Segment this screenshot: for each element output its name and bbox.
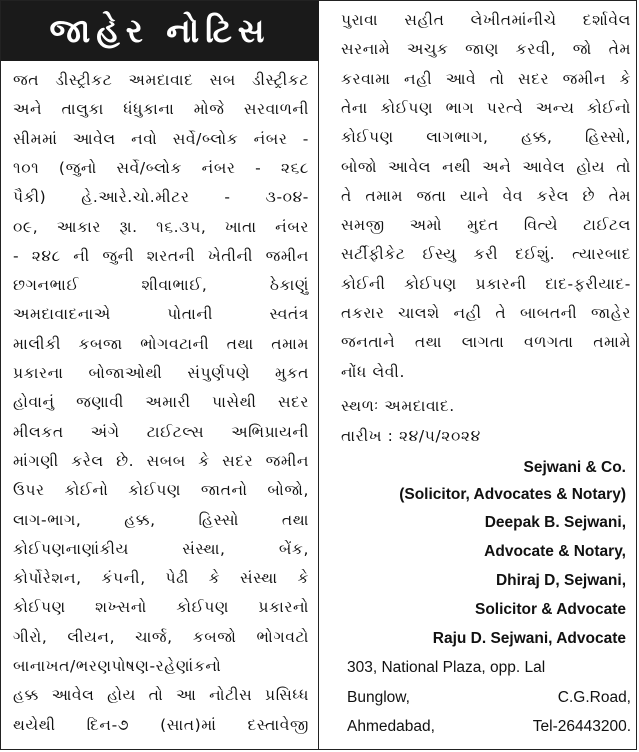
body-line: સરનામે અચુક જાણ કરવી, જો તેમ: [341, 40, 631, 59]
body-line: કોઈની કોઈપણ પ્રકારની દાદ-ફરીયાદ-: [341, 274, 631, 293]
body-line: અમદાવાદનાએ પોતાની સ્વતંત્ર: [13, 305, 309, 324]
address-line-3: [347, 716, 631, 738]
body-line: તેના કોઈપણ ભાગ પરત્વે અન્ય કોઈનો: [341, 98, 631, 117]
body-line: ગીરો, લીયન, ચાર્જ, કબજો ભોગવટો: [13, 627, 309, 646]
body-line: બોજો આવેલ નથી અને આવેલ હોય તો: [341, 157, 631, 176]
address-line-2: [347, 687, 631, 709]
body-line: કોઈપણનાણાંકીય સંસ્થા, બેંક,: [13, 539, 309, 558]
left-column: [1, 1, 319, 749]
address-road: C.G.Road,: [557, 689, 631, 706]
signatory-3: Raju D. Sejwani, Advocate: [432, 630, 626, 647]
body-line: બાનાખત/ભરણપોષણ-રહેણાંકનો: [13, 657, 222, 675]
body-line: ૧૦૧ (જુનો સર્વે/બ્લોક નંબર - ૨૬૮: [13, 158, 309, 177]
body-line: સમજી અમો મુદત વિત્યે ટાઈટલ: [341, 216, 631, 235]
body-line: હોવાનું જણાવી અમારી પાસેથી સદર: [13, 393, 309, 412]
body-line: પુરાવા સહીત લેખીતમાંનીચે દર્શાવેલ: [341, 11, 631, 29]
body-line: થયેથી દિન-૭ (સાત)માં દસ્તાવેજી: [13, 715, 309, 734]
body-line: મીલકત અંગે ટાઈટલ્સ અભિપ્રાયની: [13, 422, 309, 441]
body-line: કરવામા નહી આવે તો સદર જમીન કે: [341, 69, 631, 88]
body-line: લાગ-ભાગ, હક્ક, હિસ્સો તથા: [13, 510, 309, 529]
signatory-2-title: Solicitor & Advocate: [474, 601, 626, 618]
body-line: હક્ક આવેલ હોય તો આ નોટીસ પ્રસિધ્ધ: [13, 686, 309, 705]
right-column: [319, 1, 636, 749]
signatory-1-title: Advocate & Notary,: [484, 543, 626, 560]
address-phone: Tel-26443200.: [532, 718, 631, 735]
body-line: જત ડીસ્ટ્રીકટ અમદાવાદ સબ ડીસ્ટ્રીકટ: [13, 71, 309, 89]
body-line: માંગણી કરેલ છે. સબબ કે સદર જમીન: [13, 451, 309, 470]
date-line: તારીખ : ૨૪/૫/૨૦૨૪: [341, 427, 481, 445]
body-line: છગનભાઈ શીવાભાઈ, ઠેકાણું: [13, 276, 309, 295]
body-line: ૦૯, આકાર રૂા. ૧૬.૩૫, ખાતા નંબર: [13, 217, 309, 236]
body-line: સર્ટીફીકેટ ઈસ્યુ કરી દઈશું. ત્યારબાદ: [341, 245, 631, 264]
body-line: કોઈપણ શખ્સનો કોઈપણ પ્રકારનો: [13, 598, 309, 617]
signatory-1-name: Deepak B. Sejwani,: [484, 514, 626, 531]
body-line: જનતાને તથા લાગતા વળગતા તમામે: [341, 333, 631, 352]
body-line: - ૨૪૮ ની જુની શરતની ખેતીની જમીન: [13, 246, 309, 265]
address-line-1: 303, National Plaza, opp. Lal: [347, 659, 546, 676]
address-area: Bunglow,: [347, 689, 410, 706]
body-line: સીમમાં આવેલ નવો સર્વે/બ્લોક નંબર -: [13, 129, 309, 148]
body-line: પૈકી) હે.આરે.ચો.મીટર - ૩-૦૪-: [13, 188, 309, 207]
address-city: Ahmedabad,: [347, 718, 435, 735]
body-line: અને તાલુકા ધંધુકાના મોજે સરવાળની: [13, 100, 309, 119]
body-line: માલીકી કબજા ભોગવટાની તથા તમામ: [13, 334, 309, 353]
body-line: તકરાર ચાલશે નહી તે બાબતની જાહેર: [341, 304, 631, 322]
body-line: નોંધ લેવી.: [341, 362, 405, 381]
body-line: કોઈપણ લાગભાગ, હક્ક, હિસ્સો,: [341, 128, 631, 147]
firm-subtitle: (Solicitor, Advocates & Notary): [399, 486, 626, 503]
body-line: પ્રકારના બોજાઓથી સંપુર્ણપણે મુકત: [13, 364, 309, 382]
firm-name: Sejwani & Co.: [523, 459, 626, 476]
body-line: તે તમામ જતા યાને વેવ કરેલ છે તેમ: [341, 186, 631, 205]
notice-title: જાહેર નોટિસ: [1, 1, 319, 61]
body-line: ઉપર કોઈનો કોઈપણ જાતનો બોજો,: [13, 481, 309, 500]
signatory-2-name: Dhiraj D, Sejwani,: [495, 572, 626, 589]
body-line: કોર્પોરેશન, કંપની, પેઢી કે સંસ્થા કે: [13, 569, 309, 588]
place-line: સ્થળઃ અમદાવાદ.: [341, 397, 455, 415]
